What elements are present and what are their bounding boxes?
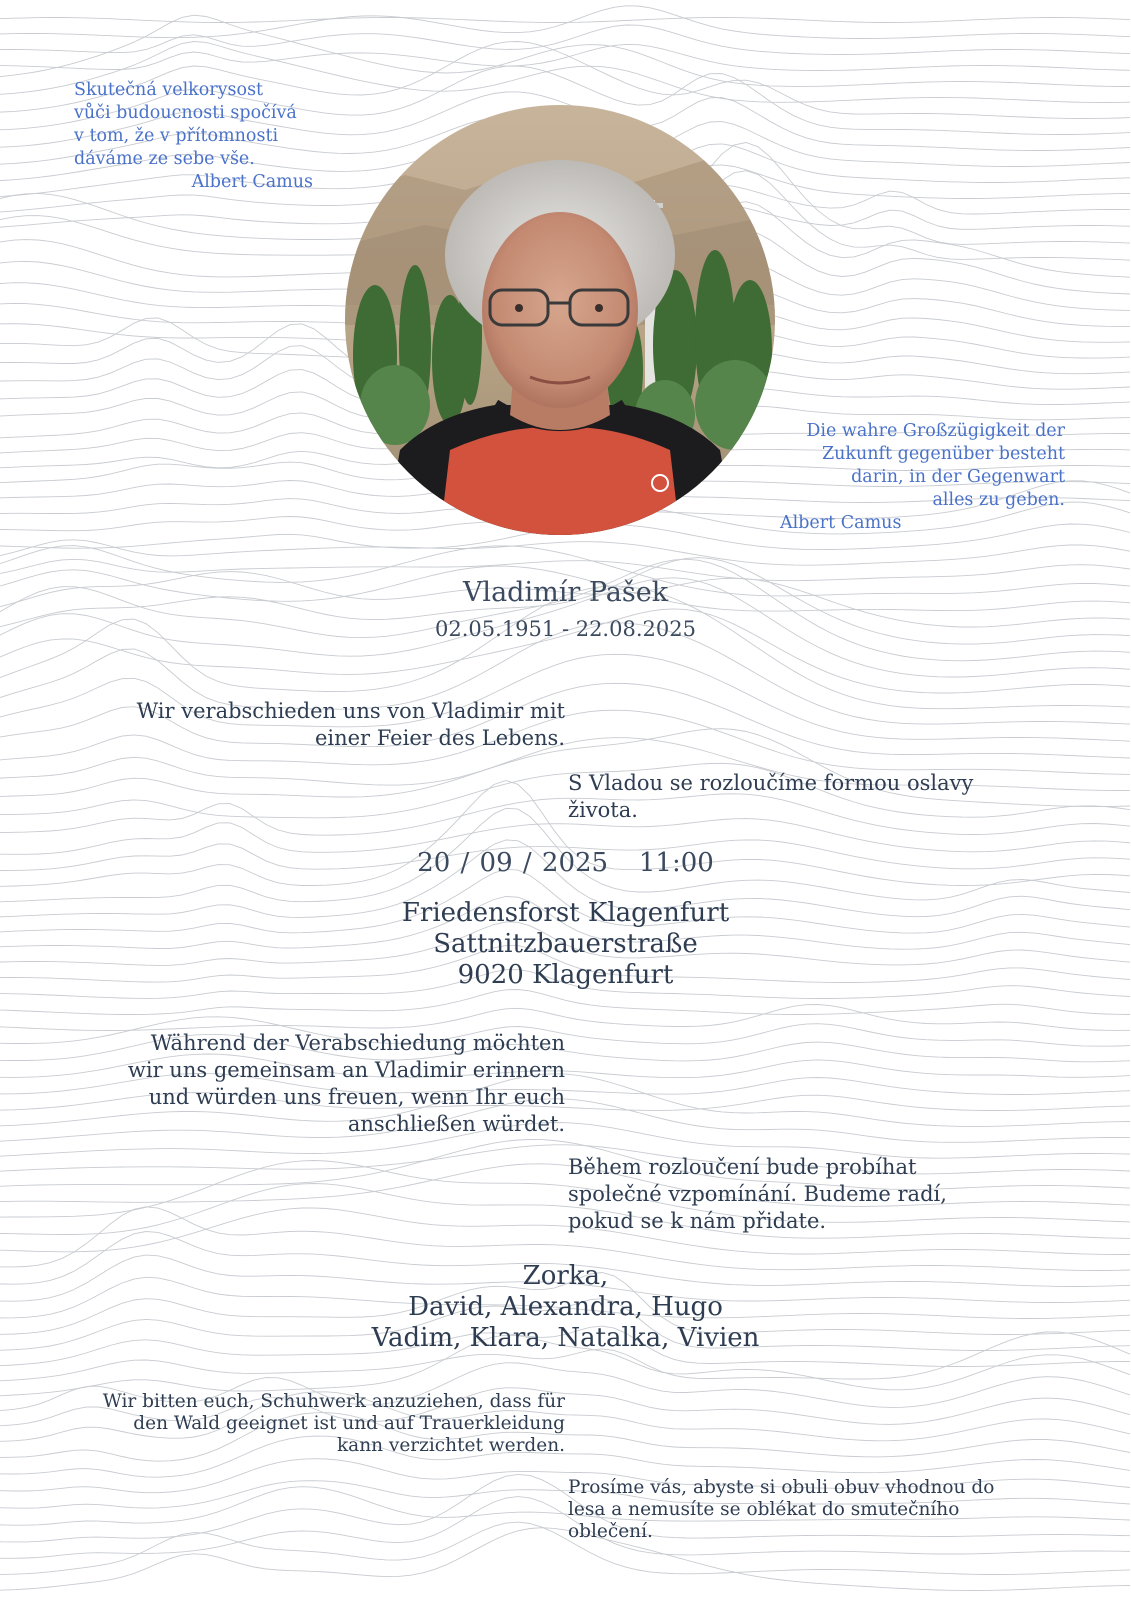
dress-code-german — [60, 1391, 565, 1457]
text-line: und würden uns freuen, wenn Ihr euch — [148, 1085, 565, 1109]
family-names — [0, 1261, 1131, 1354]
text-line: Während der Verabschiedung möchten — [150, 1031, 565, 1055]
text-line: společné vzpomínání. Budeme radí, — [568, 1182, 947, 1206]
text-line: Wir bitten euch, Schuhwerk anzuziehen, dass für — [102, 1391, 565, 1412]
event-date: 20 / 09 / 2025 — [417, 848, 609, 878]
text-line: Během rozloučení bude probíhat — [568, 1155, 917, 1179]
quote-czech — [74, 79, 319, 194]
wave-line — [0, 25, 1130, 55]
quote-line: darin, in der Gegenwart — [851, 467, 1065, 487]
quote-line: v tom, že v přítomnosti — [74, 126, 279, 146]
wave-line — [0, 540, 1130, 565]
venue-line: 9020 Klagenfurt — [457, 960, 674, 990]
text-line: oblečení. — [568, 1521, 653, 1542]
quote-author: Albert Camus — [191, 172, 313, 192]
farewell-german — [60, 698, 565, 752]
wave-line — [0, 18, 1130, 23]
life-dates: 02.05.1951 - 22.08.2025 — [435, 617, 696, 641]
text-line: Prosíme vás, abyste si obuli obuv vhodnou do — [568, 1477, 995, 1498]
text-line: den Wald geeignet ist und auf Trauerkleidung — [133, 1413, 565, 1434]
family-line: Zorka, — [522, 1261, 609, 1291]
portrait-photo — [345, 105, 775, 535]
text-line: wir uns gemeinsam an Vladimir erinnern — [127, 1058, 565, 1082]
quote-german — [780, 420, 1065, 535]
quote-line: Zukunft gegenüber besteht — [821, 444, 1065, 464]
dress-code-czech — [568, 1477, 1038, 1543]
wave-line — [0, 990, 1130, 1015]
text-line: života. — [568, 798, 638, 822]
farewell-czech — [568, 770, 1028, 824]
text-line: pokud se k nám přidate. — [568, 1209, 827, 1233]
portrait-illustration — [345, 105, 775, 535]
text-line: S Vladou se rozloučíme formou oslavy — [568, 771, 974, 795]
event-time: 11:00 — [638, 848, 714, 878]
remembrance-czech — [568, 1154, 1028, 1235]
deceased-name: Vladimír Pašek — [462, 577, 669, 608]
venue-line: Sattnitzbauerstraße — [433, 929, 698, 959]
quote-line: dáváme ze sebe vše. — [74, 149, 255, 169]
event-venue — [0, 898, 1131, 991]
event-datetime — [0, 846, 1131, 880]
text-line: anschließen würdet. — [347, 1112, 565, 1136]
family-line: David, Alexandra, Hugo — [408, 1292, 723, 1322]
quote-author: Albert Camus — [780, 513, 902, 533]
family-line: Vadim, Klara, Natalka, Vivien — [371, 1323, 760, 1353]
quote-line: Skutečná velkorysost — [74, 80, 264, 100]
text-line: lesa a nemusíte se oblékat do smutečního — [568, 1499, 960, 1520]
wave-line — [0, 1005, 1130, 1031]
text-line: kann verzichtet werden. — [336, 1435, 565, 1456]
quote-line: vůči budoucnosti spočívá — [74, 103, 297, 123]
quote-line: alles zu geben. — [932, 490, 1065, 510]
venue-line: Friedensforst Klagenfurt — [401, 898, 730, 928]
quote-line: Die wahre Großzügigkeit der — [806, 421, 1065, 441]
text-line: Wir verabschieden uns von Vladimir mit — [136, 699, 565, 723]
remembrance-german — [60, 1030, 565, 1138]
text-line: einer Feier des Lebens. — [314, 726, 565, 750]
